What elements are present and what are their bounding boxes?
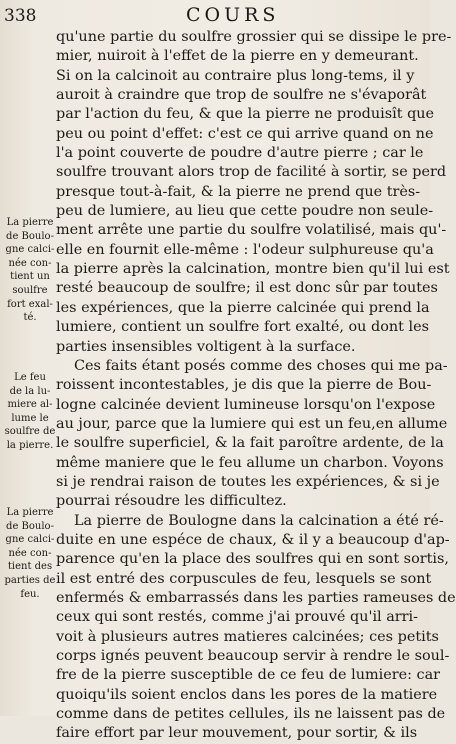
- margin-note-line: tient un: [10, 271, 50, 283]
- margin-note-line: la pierre.: [6, 439, 54, 451]
- text-line: enfermés & embarrassés dans les parties rameuses de: [56, 589, 456, 606]
- text-line: Ces faits étant posés comme des choses qui me pa-: [74, 357, 448, 374]
- margin-note-fire-particles: [1, 506, 59, 601]
- text-line: fre de la pierre susceptible de ce feu de lumiere: car: [56, 667, 441, 684]
- text-line: l'a point couverte de poudre d'autre pierre ; car le: [56, 145, 424, 162]
- margin-note-line: soulfre: [12, 284, 48, 296]
- page-number: 338: [4, 6, 37, 26]
- text-line: elle en fournit elle-même : l'odeur sulphureuse qu'a: [56, 241, 434, 258]
- text-line: parties insensibles voltigent à la surface.: [56, 338, 356, 355]
- margin-note-line: de la lu-: [9, 385, 51, 397]
- margin-note-line: soulfre de: [4, 426, 56, 438]
- text-line: quoiqu'ils soient enclos dans les pores de la matiere: [56, 686, 438, 703]
- text-line: voit à plusieurs autres matieres calcinées; ces petits: [56, 628, 439, 645]
- text-line: peu ou point d'effet: c'est ce qui arrive quand on ne: [56, 125, 434, 142]
- body-text: [56, 28, 456, 744]
- margin-note-calcined-stone: [1, 216, 59, 325]
- margin-note-line: parties de: [4, 574, 56, 586]
- text-line: La pierre de Boulogne dans la calcination a été ré-: [74, 512, 444, 529]
- margin-note-light-fire: [1, 371, 59, 453]
- text-line: qu'une partie du soulfre grossier qui se dissipe le pre-: [56, 29, 452, 45]
- text-line: au jour, parce que la lumiere qui est un feu,en allume: [56, 415, 448, 432]
- margin-note-line: miere al-: [7, 399, 53, 411]
- text-line: presque tout-à-fait, & la pierre ne prend que très-: [56, 183, 421, 200]
- margin-note-line: lume le: [11, 412, 49, 424]
- margin-note-line: fort exal-: [7, 298, 53, 310]
- margin-note-line: gne calci-: [5, 244, 55, 256]
- text-line: mier, nuiroit à l'effet de la pierre en y demeurant.: [56, 48, 419, 65]
- margin-note-line: Le feu: [14, 372, 46, 383]
- text-line: même maniere que le feu allume un charbon. Voyons: [56, 454, 444, 471]
- margin-note-line: La pierre: [6, 507, 54, 518]
- margin-note-line: feu.: [20, 588, 40, 600]
- margin-note-line: La pierre: [6, 217, 54, 228]
- text-line: lumiere, contient un soulfre fort exalté, ou dont les: [56, 319, 430, 336]
- text-line: comme dans de petites cellules, ils ne laissent pas de: [56, 706, 446, 723]
- text-line: par l'action du feu, & que la pierre ne produisît que: [56, 106, 435, 123]
- margin-note-line: de Boulo-: [6, 230, 54, 242]
- page-header: [0, 2, 430, 28]
- text-line: corps ignés peuvent beaucoup servir à rendre le soul-: [56, 648, 450, 664]
- text-line: duite en une espéce de chaux, & il y a beaucoup d'ap-: [56, 531, 450, 548]
- text-line: peu de lumiere, au lieu que cette poudre non seule-: [56, 203, 434, 220]
- text-line: auroit à craindre que trop de soulfre ne s'évaporât: [56, 87, 427, 104]
- text-line: Si on la calcinoit au contraire plus long-tems, il y: [56, 67, 415, 84]
- text-line: soulfre trouvant alors trop de facilité à sortir, se perd: [56, 164, 447, 181]
- margin-note-line: née con-: [8, 257, 52, 269]
- text-line: faire effort par leur mouvement, pour sortir, & ils: [56, 725, 418, 742]
- margin-note-line: née con-: [8, 547, 52, 559]
- text-line: ment arrête une partie du soulfre volatilisé, mais qu'-: [56, 222, 447, 239]
- running-title: COURS: [186, 4, 280, 26]
- text-line: la pierre après la calcination, montre bien qu'il lui est: [56, 261, 450, 278]
- text-line: les expériences, que la pierre calcinée qui prend la: [56, 299, 430, 316]
- text-line: parence qu'en la place des soulfres qui en sont sortis,: [56, 551, 449, 568]
- text-line: le soulfre superficiel, & la fait paroître ardente, de la: [56, 435, 444, 452]
- text-line: logne calcinée devient lumineuse lorsqu'on l'expose: [56, 396, 436, 413]
- text-line: pourrai résoudre les difficultez.: [56, 493, 287, 510]
- margin-note-line: té.: [23, 312, 37, 324]
- text-line: ceux qui sont restés, comme j'ai prouvé qu'il arri-: [56, 609, 419, 626]
- text-line: il est entré des corpuscules de feu, lesquels se sont: [56, 570, 432, 587]
- text-line: roissent incontestables, je dis que la pierre de Bou-: [56, 377, 432, 394]
- margin-note-line: gne calci-: [5, 534, 55, 546]
- margin-note-line: tient des: [7, 561, 53, 573]
- text-line: si je rendrai raison de toutes les expériences, & si je: [56, 473, 440, 490]
- margin-note-line: de Boulo-: [6, 520, 54, 532]
- text-line: resté beaucoup de soulfre; il est donc sûr par toutes: [56, 280, 438, 297]
